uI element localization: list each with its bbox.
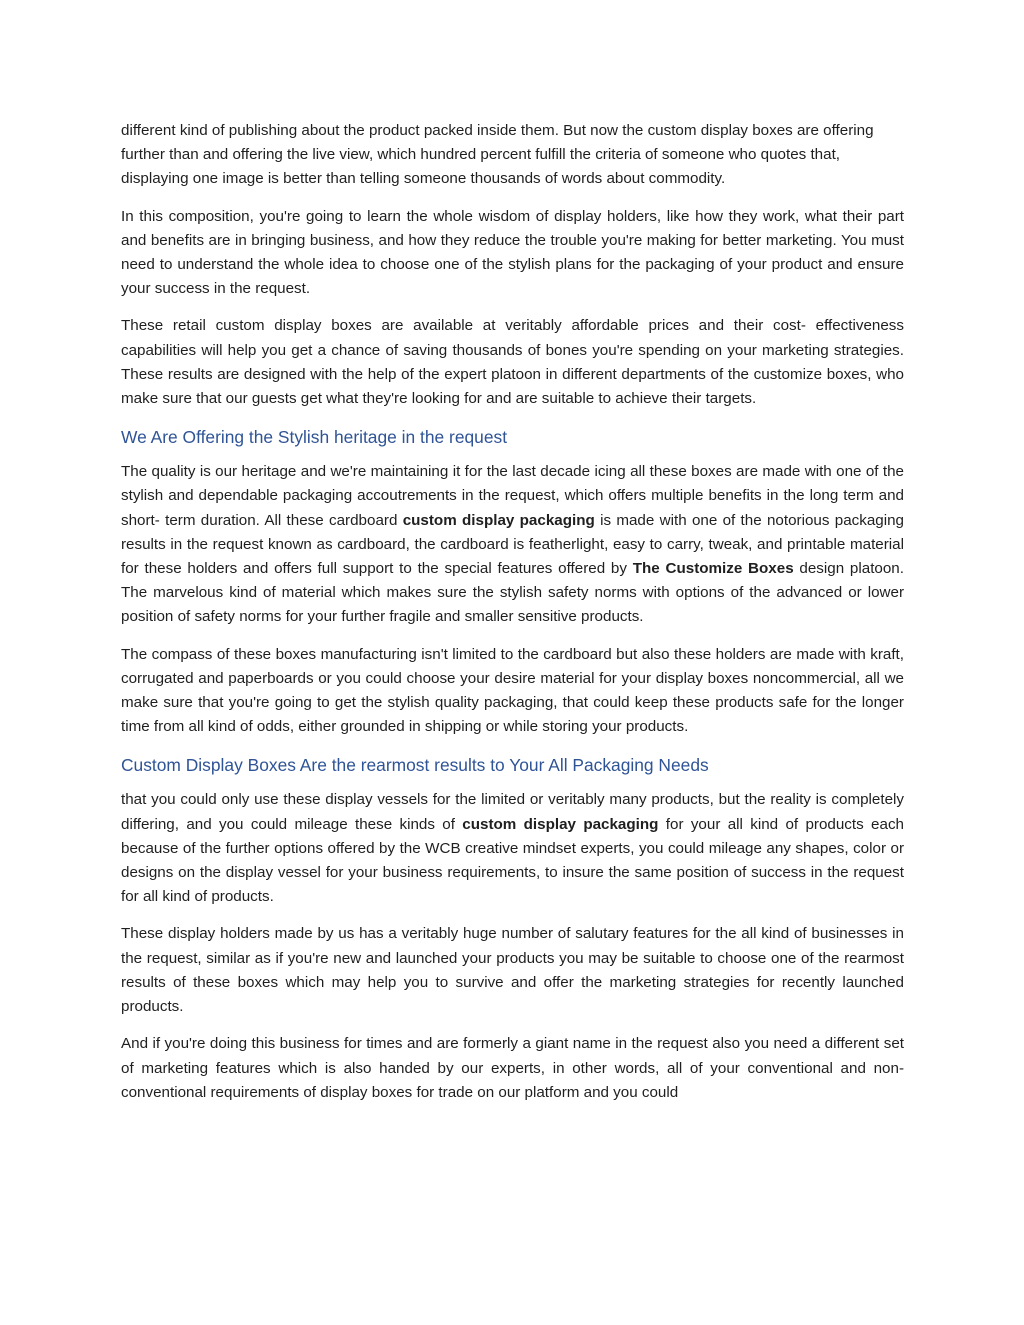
keyword-custom-display-packaging: custom display packaging <box>402 511 595 529</box>
paragraph-4-text-b: is made with one of the notorious packaging results in the request known as cardboard, the cardboard is featherlight, easy to carry, tweak, and printable material for these holders and offers full support to the special features offered by <box>121 511 904 578</box>
paragraph-7: These display holders made by us has a veritably huge number of salutary features for the all kind of businesses in the request, similar as if you're new and launched your products you may be suitable to choose one of the rearmost results of these boxes which may help you to survive and offer the marketing strategies for recently launched products. <box>121 925 904 1016</box>
paragraph-5: The compass of these boxes manufacturing isn't limited to the cardboard but also these holders are made with kraft, corrugated and paperboards or you could choose your desire material for your display boxes noncommercial, all we make sure that you're going to get the stylish quality packaging, that could keep these products safe for the longer time from all kind of odds, either grounded in shipping or while storing your products. <box>121 645 904 736</box>
keyword-custom-display-packaging-2: custom display packaging <box>462 815 659 833</box>
section-heading-rearmost-results: Custom Display Boxes Are the rearmost results to Your All Packaging Needs <box>121 755 709 776</box>
paragraph-4 <box>121 460 904 629</box>
section-heading-stylish-heritage: We Are Offering the Stylish heritage in the request <box>121 427 508 448</box>
document-page <box>121 119 904 1118</box>
paragraph-4-text-c: design platoon. The marvelous kind of material which makes sure the stylish safety norms with options of the advanced or lower position of safety norms for your further fragile and smaller sensitive products. <box>121 560 904 626</box>
paragraph-3: These retail custom display boxes are available at veritably affordable prices and their cost- effectiveness capabilities will help you get a chance of saving thousands of bones you're spending on your marketing strategies. These results are designed with the help of the expert platoon in different departments of the customize boxes, who make sure that our guests get what they're looking for and are suitable to achieve their targets. <box>121 317 904 408</box>
paragraph-2: In this composition, you're going to learn the whole wisdom of display holders, like how they work, what their part and benefits are in bringing business, and how they reduce the trouble you're making for better marketing. You must need to understand the whole idea to choose one of the stylish plans for the packaging of your product and ensure your success in the request. <box>121 207 904 298</box>
paragraph-4-text-a: The quality is our heritage and we're maintaining it for the last decade icing all these boxes are made with one of the stylish and dependable packaging accoutrements in the request, which offers multiple benefits in the long term and short- term duration. All these cardboard <box>121 463 904 529</box>
paragraph-8: And if you're doing this business for times and are formerly a giant name in the request also you need a different set of marketing features which is also handed by our experts, in other words, all of your conventional and non-conventional requirements of display boxes for trade on our platform and you could <box>121 1035 904 1101</box>
paragraph-6-text-a: that you could only use these display vessels for the limited or veritably many products, but the reality is completely differing, and you could mileage these kinds of <box>121 791 904 833</box>
paragraph-6-text-b: for your all kind of products each because of the further options offered by the WCB creative mindset experts, you could mileage any shapes, color or designs on the display vessel for your business requirements, to insure the same position of success in the request for all kind of products. <box>121 815 904 906</box>
brand-the-customize-boxes: The Customize Boxes <box>632 560 794 578</box>
paragraph-6 <box>121 788 904 909</box>
paragraph-1: different kind of publishing about the product packed inside them. But now the custom display boxes are offering further than and offering the live view, which hundred percent fulfill the criteria of someone who quotes that, displaying one image is better than telling someone thousands of words about commodity. <box>121 122 874 188</box>
